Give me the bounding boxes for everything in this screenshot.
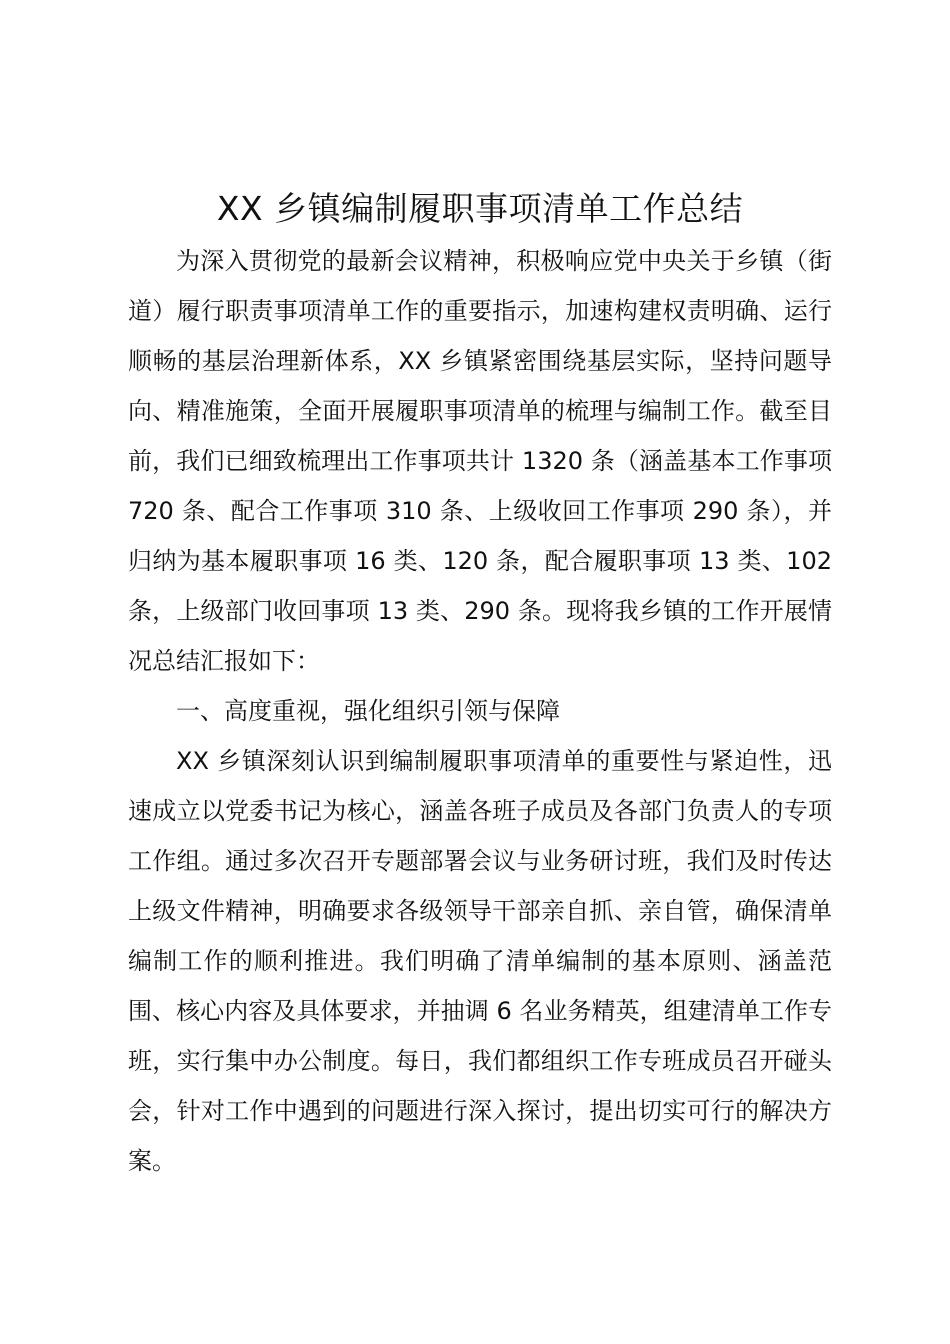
section-1-heading: 一、高度重视，强化组织引领与保障 bbox=[176, 697, 560, 725]
document-title: XX 乡镇编制履职事项清单工作总结 bbox=[216, 189, 744, 228]
document-body bbox=[128, 186, 832, 1186]
section-1-paragraph: XX 乡镇深刻认识到编制履职事项清单的重要性与紧迫性，迅速成立以党委书记为核心，涵盖各班子成员及各部门负责人的专项工作组。通过多次召开专题部署会议与业务研讨班，我们及时传达上级文件精神，明确要求各级领导干部亲自抓、亲自管，确保清单编制工作的顺利推进。我们明确了清单编制的基本原则、涵盖范围、核心内容及具体要求，并抽调 6 名业务精英，组建清单工作专班，实行集中办公制度。每日，我们都组织工作专班成员召开碰头会，针对工作中遇到的问题进行深入探讨，提出切实可行的解决方案。 bbox=[128, 747, 832, 1175]
intro-paragraph: 为深入贯彻党的最新会议精神，积极响应党中央关于乡镇（街道）履行职责事项清单工作的重要指示，加速构建权责明确、运行顺畅的基层治理新体系，XX 乡镇紧密围绕基层实际，坚持问题导向、精准施策，全面开展履职事项清单的梳理与编制工作。截至目前，我们已细致梳理出工作事项共计 1320 条（涵盖基本工作事项 720 条、配合工作事项 310 条、上级收回工作事项 290 条），并归纳为基本履职事项 16 类、120 条，配合履职事项 13 类、102 条，上级部门收回事项 13 类、290 条。现将我乡镇的工作开展情况总结汇报如下： bbox=[128, 247, 832, 675]
